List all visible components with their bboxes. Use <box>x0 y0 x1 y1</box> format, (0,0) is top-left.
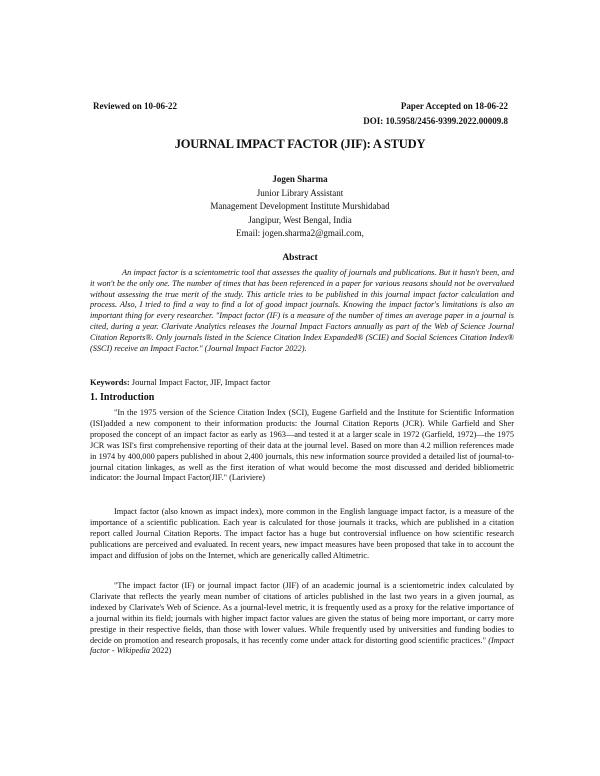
reviewed-date: Reviewed on 10-06-22 <box>93 101 177 111</box>
intro-paragraph-2: Impact factor (also known as impact index), more common in the English language impact factor, is a measure of the importance of a scientific publication. Each year is calculated for those journals it tracks, which are published in a citation report called Journal Citation Reports. The impact factor has a huge but controversial influence on how scientific research publications are perceived and evaluated. In recent years, new impact measures have been proposed that take in to account the impact and diffusion of jobs on the Internet, which are generically called Altimetric. <box>90 507 514 560</box>
section-heading-introduction: 1. Introduction <box>90 392 155 403</box>
intro-paragraph-3-text: "The impact factor (IF) or journal impact factor (JIF) of an academic journal is a scientometric index calculated by Clarivate that reflects the yearly mean number of citations of articles published in the last two years in a given journal, as indexed by Clarivate's Web of Science. As a journal-level metric, it is frequently used as a proxy for the relative importance of a journal within its field; journals with higher impact factor values are given the status of being more important, or carry more prestige in their respective fields, than those with lower values. While frequently used by universities and funding bodies to decide on promotion and research proposals, it has recently come under attack for distorting good scientific practices." <box>90 581 514 645</box>
wikipedia-citation-year: 2022) <box>149 646 172 656</box>
intro-paragraph-3 <box>90 581 514 657</box>
author-institute: Management Development Institute Murshidabad <box>210 201 390 211</box>
wikipedia-citation: (Impact factor - Wikipedia <box>90 635 514 656</box>
doi: DOI: 10.5958/2456-9399.2022.00009.8 <box>363 116 508 126</box>
intro-paragraph-1: "In the 1975 version of the Science Citation Index (SCI), Eugene Garfield and the Institute for Scientific Information (ISI)added a new component to their information products: the Journal Citation Reports (JCR). While Garfield and Sher proposed the concept of an impact factor as early as 1963—and tested it at a larger scale in 1972 (Garfield, 1972)—the 1975 JCR was ISI's first comprehensive reporting of their data at the journal level. Based on more than 4.2 million references made in 1974 by 400,000 papers published in about 2,400 journals, this new information source provided a detailed list of journal-to-journal citation linkages, as well as the first iteration of what would become the most discussed and derided bibliometric indicator: the Journal Impact Factor(JIF." (Lariviere) <box>90 408 514 483</box>
author-location: Jangipur, West Bengal, India <box>248 214 352 225</box>
keywords-label: Keywords: <box>90 377 130 387</box>
abstract-heading: Abstract <box>282 253 318 263</box>
author-name: Jogen Sharma <box>272 174 328 184</box>
keywords-text: Journal Impact Factor, JIF, Impact factor <box>129 377 271 387</box>
author-email: Email: jogen.sharma2@gmail.com, <box>236 228 364 238</box>
abstract-text: An impact factor is a scientometric tool that assesses the quality of journals and publications. But it hasn't been, and it won't be the only one. The number of times that has been referenced in a paper for various reasons should not be overvalued without assessing the true merit of the study. This article tries to be published in this journal impact factor calculation and process. Also, I tried to find a way to find a lot of good impact journals. Knowing the impact factor's limitations is also an important thing for every researcher. "Impact factor (IF) is a measure of the number of times an average paper in a journal is cited, during a year. Clarivate Analytics releases the Journal Impact Factors annually as part of the Web of Science Journal Citation Reports®. Only journals listed in the Science Citation Index Expanded® (SCIE) and Social Sciences Citation Index® (SSCI) receive an Impact Factor." (Journal Impact Factor 2022). <box>90 268 514 353</box>
author-block <box>0 173 600 241</box>
accepted-date: Paper Accepted on 18-06-22 <box>400 101 508 111</box>
paper-title: JOURNAL IMPACT FACTOR (JIF): A STUDY <box>174 137 426 151</box>
author-role: Junior Library Assistant <box>256 187 344 198</box>
keywords-line <box>90 377 514 387</box>
